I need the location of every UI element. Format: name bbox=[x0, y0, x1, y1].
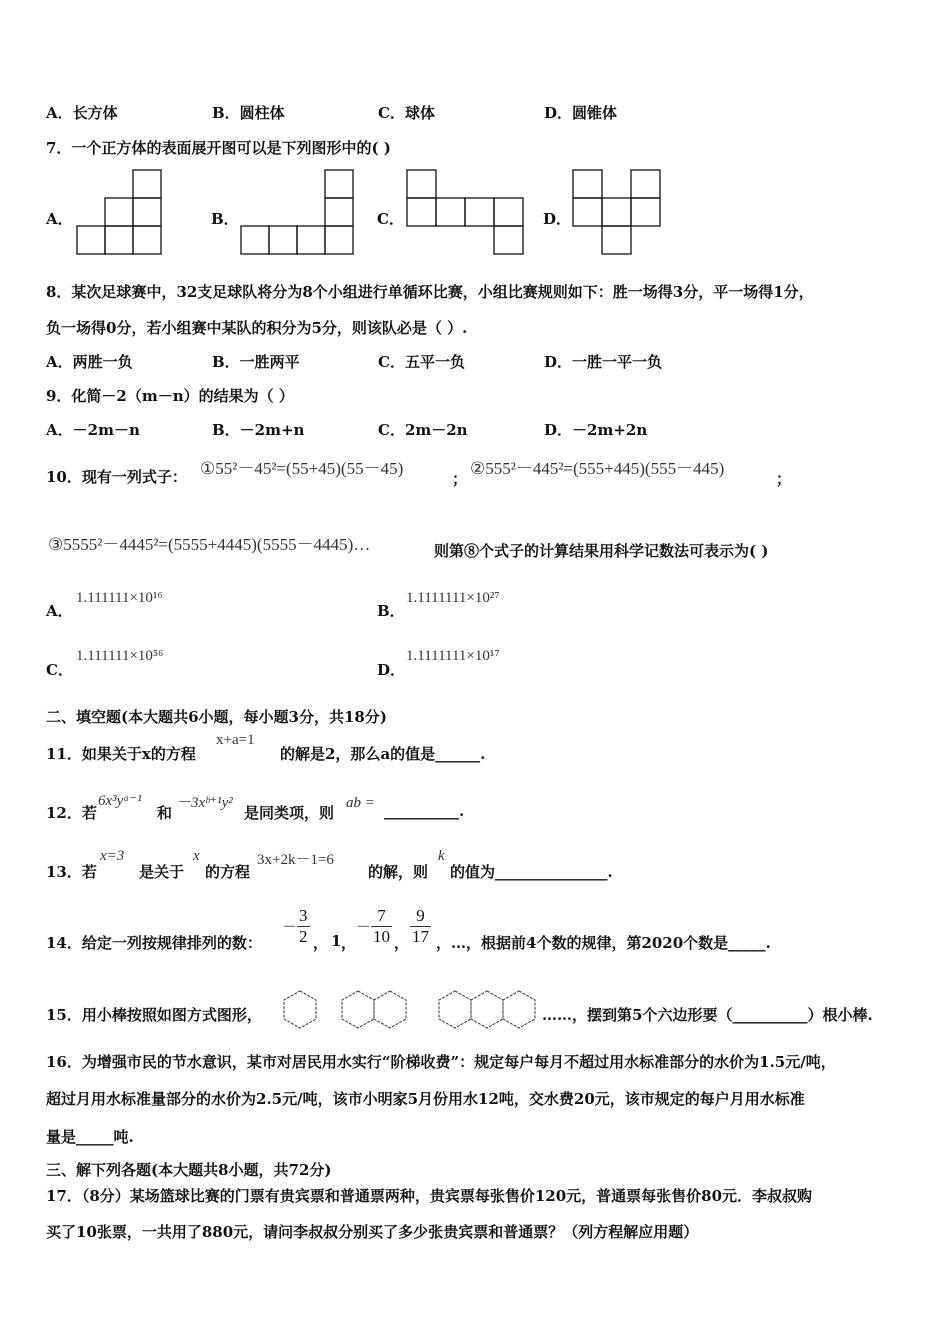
q14-comma-3: ， bbox=[394, 934, 410, 952]
q10-separator-1: ； bbox=[452, 470, 468, 488]
q7-label-a: A． bbox=[46, 210, 73, 228]
q7-label-b: B． bbox=[211, 210, 239, 228]
q10-option-a-value: 1.111111×10¹⁶ bbox=[76, 590, 163, 606]
q10-option-c-label: C． bbox=[46, 661, 73, 679]
q10-option-d-label: D． bbox=[377, 661, 406, 679]
q17-line-1: 17．（8分）某场篮球比赛的门票有贵宾票和普通票两种，贵宾票每张售价120元，普通票每张售价80元．李叔叔购 bbox=[46, 1187, 813, 1205]
q10-expression-1: ①55²－45²=(55+45)(55－45) bbox=[200, 459, 404, 478]
q17-line-2: 买了10张票，一共用了880元，请问李叔叔分别买了多少张贵宾票和普通票？（列方程解应用题） bbox=[46, 1223, 699, 1241]
q13-mid-1: 是关于 bbox=[139, 863, 185, 881]
q14-number-one: 1 bbox=[331, 932, 342, 950]
q11-equation: x+a=1 bbox=[216, 732, 255, 748]
q13-suffix: 的值为_______________. bbox=[450, 863, 613, 881]
q16-line-3: 量是_____吨. bbox=[46, 1128, 134, 1146]
q8-stem-line1: 8．某次足球赛中，32支足球队将分为8个小组进行单循环比赛，小组比赛规则如下：胜一场得3分，平一场得1分， bbox=[46, 283, 814, 301]
q7-stem: 7．一个正方体的表面展开图可以是下列图形中的( ) bbox=[46, 139, 391, 157]
q11-suffix: 的解是2，那么a的值是______. bbox=[280, 745, 486, 763]
q8-option-c: C．五平一负 bbox=[378, 353, 465, 371]
q7-net-b bbox=[238, 168, 360, 260]
section-2-heading: 二、填空题(本大题共6小题，每小题3分，共18分) bbox=[46, 708, 387, 726]
q13-condition: x=3 bbox=[100, 848, 125, 864]
q12-and: 和 bbox=[157, 804, 173, 822]
q6-option-b: B．圆柱体 bbox=[212, 104, 285, 122]
q14-fraction-1-denominator: 2 bbox=[299, 926, 308, 946]
q15-hexagon-figure-3 bbox=[436, 989, 540, 1031]
q10-stem-prefix: 10．现有一列式子： bbox=[46, 468, 187, 486]
q16-line-2: 超过月用水标准量部分的水价为2.5元/吨，该市小明家5月份用水12吨，交水费20元，该市规定的每户月用水标准 bbox=[46, 1090, 805, 1108]
q9-option-d: D．－2m+2n bbox=[544, 421, 648, 439]
q14-comma-2: ， bbox=[341, 934, 357, 952]
q10-stem-suffix: 则第⑧个式子的计算结果用科学记数法可表示为( ) bbox=[434, 542, 769, 560]
q15-prefix: 15．用小棒按照如图方式图形， bbox=[46, 1006, 262, 1024]
q14-fraction-3-denominator: 17 bbox=[412, 926, 429, 946]
q13-variable-k: k bbox=[438, 848, 445, 864]
q10-option-a-label: A． bbox=[46, 602, 73, 620]
q16-line-1: 16．为增强市民的节水意识，某市对居民用水实行“阶梯收费”：规定每户每月不超过用水标准部分的水价为1.5元/吨， bbox=[46, 1053, 836, 1071]
q10-expression-2: ②555²－445²=(555+445)(555－445) bbox=[470, 459, 725, 478]
q15-suffix: ……，摆到第5个六边形要（__________）根小棒. bbox=[542, 1006, 873, 1024]
q10-option-b-label: B． bbox=[377, 602, 405, 620]
q6-option-a: A．长方体 bbox=[46, 104, 118, 122]
q10-option-c-value: 1.111111×10⁵⁶ bbox=[76, 648, 164, 664]
q14-fraction-1-sign: － bbox=[282, 917, 298, 936]
q6-option-c: C．球体 bbox=[378, 104, 435, 122]
q14-fraction-2-sign: － bbox=[356, 917, 372, 936]
q14-fraction-1-numerator: 3 bbox=[299, 906, 308, 925]
section-3-heading: 三、解下列各题(本大题共8小题，共72分) bbox=[46, 1161, 332, 1179]
q8-stem-line2: 负一场得0分，若小组赛中某队的积分为5分，则该队必是（ ）. bbox=[46, 319, 468, 337]
q8-option-b: B．一胜两平 bbox=[212, 353, 300, 371]
q14-prefix: 14．给定一列按规律排列的数： bbox=[46, 934, 262, 952]
q10-option-b-value: 1.1111111×10²⁷ bbox=[406, 590, 500, 606]
q12-prefix: 12．若 bbox=[46, 804, 97, 822]
q14-comma-1: ， bbox=[313, 934, 329, 952]
q9-stem: 9．化简－2（m－n）的结果为（ ） bbox=[46, 387, 294, 405]
q8-option-a: A．两胜一负 bbox=[46, 353, 133, 371]
q15-hexagon-figure-2 bbox=[339, 989, 411, 1031]
q7-label-c: C． bbox=[377, 210, 404, 228]
q13-prefix: 13．若 bbox=[46, 863, 97, 881]
q13-variable-x: x bbox=[193, 848, 200, 864]
q14-fraction-3 bbox=[410, 906, 431, 946]
q14-suffix: ，…，根据前4个数的规律，第2020个数是_____. bbox=[436, 934, 771, 952]
q10-expression-3: ③5555²－4445²=(5555+4445)(5555－4445)… bbox=[48, 535, 371, 554]
q12-expression: ab = bbox=[346, 795, 375, 811]
q14-fraction-2 bbox=[356, 906, 392, 946]
q7-net-d bbox=[570, 168, 664, 260]
q6-option-d: D．圆锥体 bbox=[544, 104, 618, 122]
q13-equation: 3x+2k－1=6 bbox=[257, 852, 334, 868]
q13-mid-3: 的解，则 bbox=[368, 863, 429, 881]
q12-term-1: 6x³yᵃ⁻¹ bbox=[98, 793, 142, 809]
q7-net-c bbox=[404, 168, 528, 260]
q7-net-a bbox=[74, 168, 166, 260]
q14-fraction-1 bbox=[282, 906, 310, 946]
q10-option-d-value: 1.1111111×10¹⁷ bbox=[406, 648, 500, 664]
q13-mid-2: 的方程 bbox=[205, 863, 251, 881]
q11-prefix: 11．如果关于x的方程 bbox=[46, 745, 196, 763]
q15-hexagon-figure-1 bbox=[280, 989, 320, 1031]
q9-option-b: B．－2m+n bbox=[212, 421, 305, 439]
q12-suffix-1: 是同类项，则 bbox=[244, 804, 335, 822]
q8-option-d: D．一胜一平一负 bbox=[544, 353, 663, 371]
q14-fraction-3-numerator: 9 bbox=[410, 906, 431, 927]
q14-fraction-2-numerator: 7 bbox=[371, 906, 392, 927]
q10-separator-2: ； bbox=[776, 470, 792, 488]
q12-suffix-2: __________. bbox=[384, 802, 465, 820]
q12-term-2: －3xᵇ⁺¹y² bbox=[176, 795, 233, 811]
q9-option-c: C．2m－2n bbox=[378, 421, 468, 439]
q14-fraction-2-denominator: 10 bbox=[373, 926, 391, 946]
q9-option-a: A．－2m－n bbox=[46, 421, 140, 439]
q7-label-d: D． bbox=[543, 210, 572, 228]
